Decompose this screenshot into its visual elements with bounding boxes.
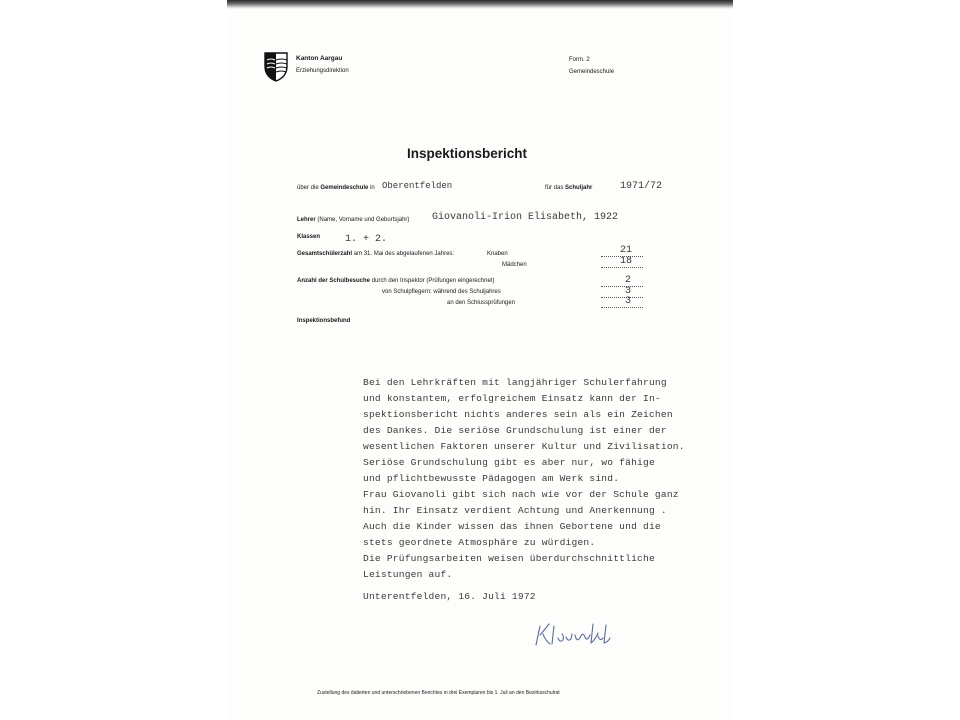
place-date: Unterentfelden, 16. Juli 1972 — [363, 591, 536, 602]
visits-label: Anzahl der Schulbesuche durch den Inspektor (Prüfungen eingerechnet) — [297, 278, 495, 284]
report-line: Die Prüfungsarbeiten weisen überdurchschnittliche — [363, 553, 655, 564]
year-label: für das Schuljahr — [545, 185, 593, 191]
coat-of-arms-icon — [264, 52, 288, 82]
pupils-label: Gesamtschülerzahl am 31. Mai des abgelaufenen Jahres: — [297, 251, 455, 257]
footer-note: Zustellung des datierten und unterschriebenen Berichtes in drei Exemplaren bis 1. Juli an den Bezirksschulrat — [317, 690, 560, 696]
report-line: des Dankes. Die seriöse Grundschulung ist einer der — [363, 425, 667, 436]
boys-label: Knaben — [487, 251, 508, 257]
form-number: Form. 2 — [569, 57, 590, 63]
report-line: Frau Giovanoli gibt sich nach wie vor der Schule ganz — [363, 489, 679, 500]
inspector-visits: 2 — [625, 275, 632, 286]
girls-line — [601, 267, 643, 268]
report-line: und pflichtbewusste Pädagogen am Werk sind. — [363, 473, 620, 484]
school-type: Gemeindeschule — [569, 69, 615, 75]
girls-label: Mädchen — [502, 262, 527, 268]
page-title: Inspektionsbericht — [407, 146, 528, 161]
report-line: Leistungen auf. — [363, 569, 453, 580]
report-line: Seriöse Grundschulung gibt es aber nur, wo fähige — [363, 457, 655, 468]
report-line: Bei den Lehrkräften mit langjähriger Schulerfahrung — [363, 377, 667, 388]
final-exam-visits: 3 — [625, 296, 632, 307]
girls-count: 18 — [620, 256, 633, 267]
findings-label: Inspektionsbefund — [297, 318, 351, 324]
scan-edge — [227, 0, 733, 9]
report-line: und konstantem, erfolgreichem Einsatz kann der In- — [363, 393, 661, 404]
final-exam-line — [601, 307, 643, 308]
classes-value: 1. + 2. — [345, 234, 388, 245]
report-line: Auch die Kinder wissen das ihnen Gebortene und die — [363, 521, 661, 532]
signature-icon — [532, 618, 617, 650]
caretaker-visits: 3 — [625, 286, 632, 297]
school-year: 1971/72 — [620, 181, 663, 192]
school-row-label: über die Gemeindeschule in — [297, 185, 375, 191]
report-line: spektionsbericht nichts anderes sein als ein Zeichen — [363, 409, 673, 420]
report-line: wesentlichen Faktoren unserer Kultur und Zivilisation. — [363, 441, 685, 452]
report-line: stets geordnete Atmosphäre zu würdigen. — [363, 537, 596, 548]
caretaker-line — [601, 297, 643, 298]
canton-name: Kanton Aargau — [296, 55, 343, 62]
boys-count: 21 — [620, 245, 633, 256]
report-line: hin. Ihr Einsatz verdient Achtung und Anerkennung . — [363, 505, 667, 516]
department-name: Erziehungsdirektion — [296, 68, 349, 74]
final-exam-label: an den Schlussprüfungen — [447, 300, 516, 306]
school-place: Oberentfelden — [382, 181, 453, 191]
caretakers-label: von Schulpflegern: während des Schuljahres — [382, 289, 501, 295]
teacher-value: Giovanoli-Irion Elisabeth, 1922 — [432, 212, 619, 223]
inspector-line — [601, 286, 643, 287]
document-page — [227, 0, 733, 720]
classes-label: Klassen — [297, 234, 321, 240]
teacher-label: Lehrer (Name, Vorname und Geburtsjahr) — [297, 217, 410, 223]
